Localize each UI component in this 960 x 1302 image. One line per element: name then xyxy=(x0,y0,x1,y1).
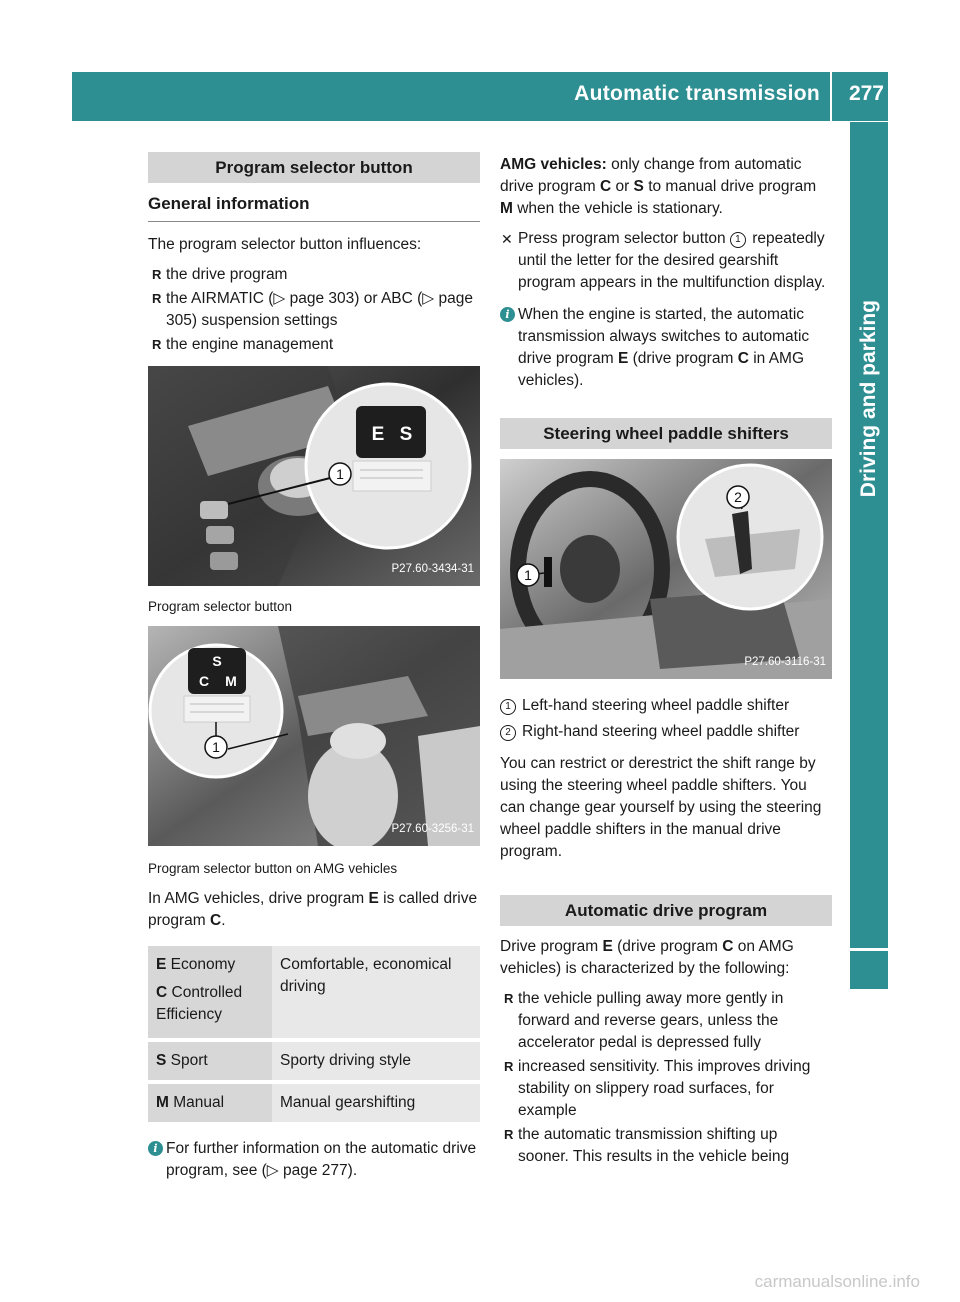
right-column xyxy=(500,154,832,1178)
intro-text: The program selector button influences: xyxy=(148,236,422,253)
list-item: R the automatic transmission shifting up sooner. This results in the vehicle being xyxy=(500,1124,832,1168)
figure-code: P27.60-3256-31 xyxy=(391,823,474,835)
info-note: i For further information on the automatic drive program, see (▷ page 277). xyxy=(148,1138,480,1182)
cockpit-photo xyxy=(500,459,832,679)
influence-list xyxy=(148,264,480,356)
amg-console-photo xyxy=(148,626,480,846)
section-title-paddle-shifters: Steering wheel paddle shifters xyxy=(500,418,832,449)
figure-code: P27.60-3434-31 xyxy=(391,563,474,575)
step-arrow-icon: ✕ xyxy=(501,231,513,247)
figure-code: P27.60-3116-31 xyxy=(744,656,826,668)
svg-text:C: C xyxy=(198,673,210,689)
callout-ref-1: 1 xyxy=(730,232,746,248)
figure-program-selector xyxy=(148,366,480,586)
legend-item: 1 Left-hand steering wheel paddle shifter xyxy=(500,695,832,717)
table-row: S Sport Sporty driving style xyxy=(148,1042,480,1080)
figure-caption: Program selector button xyxy=(148,599,293,614)
table-row: E Economy C Controlled Efficiency Comfortable, economical driving xyxy=(148,946,480,1038)
left-column xyxy=(148,152,480,1192)
info-note: i When the engine is started, the automatic transmission always switches to automatic drive program E (drive program C in AMG vehicles). xyxy=(500,304,832,392)
list-item: R the drive program xyxy=(148,264,480,286)
svg-text:M: M xyxy=(225,673,237,689)
console-photo xyxy=(148,366,480,586)
callout-1: 1 xyxy=(336,466,344,482)
footer-watermark: carmanualsonline.info xyxy=(754,1272,920,1291)
callout-1: 1 xyxy=(524,567,532,583)
header-title: Automatic transmission xyxy=(574,82,820,105)
svg-text:S: S xyxy=(399,424,413,445)
amg-note: In AMG vehicles, drive program E is called drive program C. xyxy=(148,890,478,929)
legend-item: 2 Right-hand steering wheel paddle shifter xyxy=(500,721,832,743)
list-item: R the AIRMATIC (▷ page 303) or ABC (▷ page 305) suspension settings xyxy=(148,288,480,332)
callout-1: 1 xyxy=(212,739,220,755)
svg-text:S: S xyxy=(212,653,222,669)
auto-intro: Drive program E (drive program C on AMG vehicles) is characterized by the following: xyxy=(500,938,794,977)
figure-caption: Program selector button on AMG vehicles xyxy=(148,861,398,876)
figure-program-selector-amg xyxy=(148,626,480,846)
callout-2: 2 xyxy=(734,489,742,505)
paddle-text: You can restrict or derestrict the shift range by using the steering wheel paddle shifters. You can change gear yourself by using the steering wheel paddle shifters in the manual drive program. xyxy=(500,755,822,860)
side-tab-label: Driving and parking xyxy=(857,300,880,498)
instruction-step: ✕ Press program selector button 1 repeatedly until the letter for the desired gearshift program appears in the multifunction display. xyxy=(501,230,826,291)
list-item: R increased sensitivity. This improves driving stability on slippery road surfaces, for example xyxy=(500,1056,832,1122)
list-item: R the engine management xyxy=(148,334,480,356)
sub-heading-general: General information xyxy=(148,193,480,222)
section-title-program-selector: Program selector button xyxy=(148,152,480,183)
svg-text:E: E xyxy=(371,424,385,445)
table-row: M Manual Manual gearshifting xyxy=(148,1084,480,1122)
header-divider xyxy=(830,72,832,121)
auto-list xyxy=(500,988,832,1168)
drive-program-table xyxy=(148,946,480,1122)
page-number: 277 xyxy=(848,82,884,105)
side-tab-marker xyxy=(850,951,888,989)
section-title-automatic-drive: Automatic drive program xyxy=(500,895,832,926)
figure-paddle-shifters xyxy=(500,459,832,679)
info-icon: i xyxy=(148,1141,163,1156)
amg-vehicles-note: AMG vehicles: only change from automatic drive program C or S to manual drive program M when the vehicle is stationary. xyxy=(500,156,817,217)
info-icon: i xyxy=(500,307,515,322)
header-bar xyxy=(72,72,888,121)
list-item: R the vehicle pulling away more gently in forward and reverse gears, unless the accelerator pedal is depressed fully xyxy=(500,988,832,1054)
